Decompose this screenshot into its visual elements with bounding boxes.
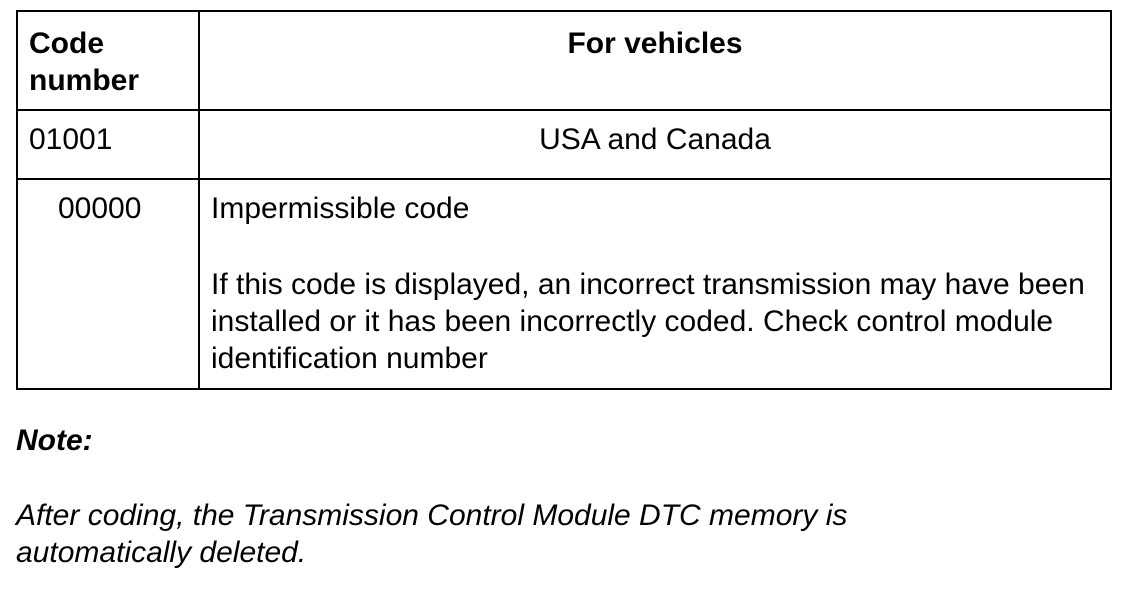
table-row [17,179,1111,389]
vehicles-cell: USA and Canada [199,110,1111,179]
table-header-row [17,11,1111,110]
vehicles-cell [199,179,1111,389]
table-row [17,110,1111,179]
header-code-number: Code number [17,11,199,110]
code-cell: 01001 [17,110,199,179]
header-for-vehicles: For vehicles [199,11,1111,110]
coding-table [16,10,1112,390]
code-description: Impermissible code [211,192,470,225]
code-detail: If this code is displayed, an incorrect transmission may have been installed or it has been incorrectly coded. Check control module identification number [211,268,1085,375]
code-cell: 00000 [17,179,199,389]
note-title: Note: [16,424,93,457]
note-text: After coding, the Transmission Control Module DTC memory is automatically deleted. [16,499,848,569]
